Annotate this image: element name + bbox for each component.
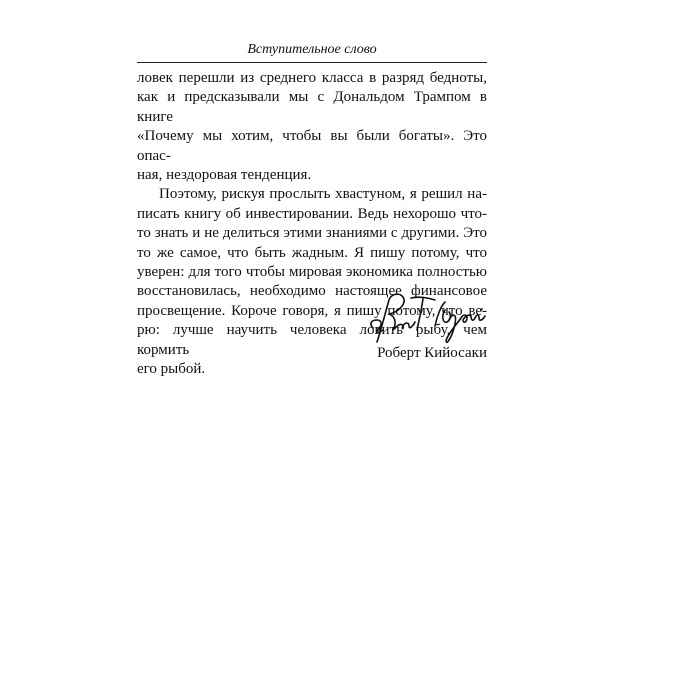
text-line: рю: лучше научить человека ловить рыбу, чем кормить (137, 322, 487, 358)
text-line: Поэтому, рискуя прослыть хвастуном, я решил на- (159, 186, 487, 203)
signer-name: Роберт Кийосаки (377, 345, 487, 361)
text-line: то же самое, что быть жадным. Я пишу потому, что (137, 244, 487, 261)
paragraph-1 (137, 69, 487, 185)
running-title: Вступительное слово (247, 42, 377, 57)
text-line: то знать и не делиться этими знаниями с другими. Это (137, 225, 487, 242)
text-line: как и предсказывали мы с Дональдом Трампом в книге (137, 89, 487, 125)
text-line: ная, нездоровая тенденция. (137, 167, 312, 184)
text-line: «Почему мы хотим, чтобы вы были богаты». Это опас- (137, 128, 487, 164)
header-rule (137, 62, 487, 63)
text-line: восстановилась, необходимо настоящее финансовое (137, 283, 487, 300)
text-line: уверен: для того чтобы мировая экономика полностью (137, 264, 487, 281)
text-line: писать книгу об инвестировании. Ведь нехорошо что- (137, 205, 487, 222)
text-line: его рыбой. (137, 361, 206, 378)
text-line: просвещение. Короче говоря, я пишу потому, что ве- (137, 302, 487, 319)
handwritten-signature (365, 290, 490, 345)
text-line: ловек перешли из среднего класса в разряд бедноты, (137, 70, 487, 86)
